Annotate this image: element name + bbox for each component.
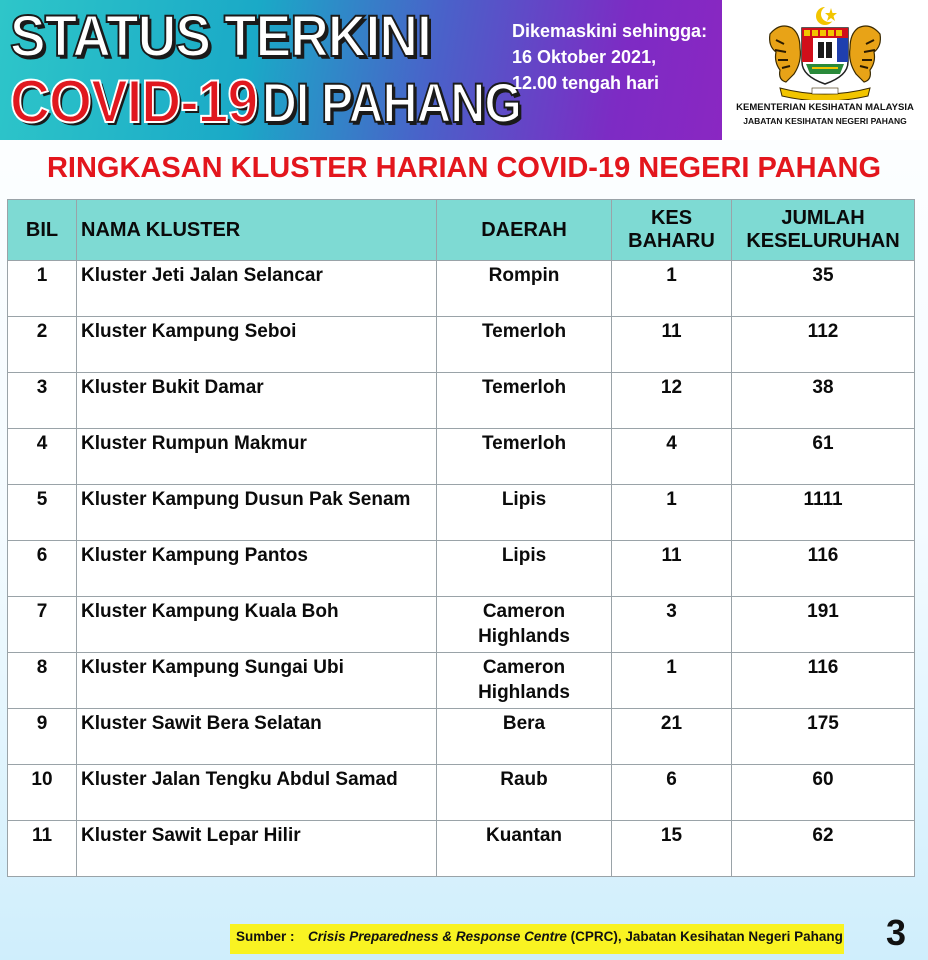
cell-jumlah-keseluruhan: 116 xyxy=(732,541,915,597)
cell-kes-baharu: 3 xyxy=(612,597,732,653)
cell-jumlah-keseluruhan: 61 xyxy=(732,429,915,485)
update-info xyxy=(512,18,717,96)
cell-daerah: Temerloh xyxy=(437,429,612,485)
cell-kes-baharu: 1 xyxy=(612,261,732,317)
department-name: JABATAN KESIHATAN NEGERI PAHANG xyxy=(743,116,907,126)
table-row xyxy=(8,317,915,373)
cell-kes-baharu: 4 xyxy=(612,429,732,485)
cell-daerah: Kuantan xyxy=(437,821,612,877)
column-header-jumlah-keseluruhan: JUMLAH KESELURUHAN xyxy=(732,200,915,261)
cell-daerah: Temerloh xyxy=(437,373,612,429)
cell-bil: 11 xyxy=(8,821,77,877)
table-row xyxy=(8,373,915,429)
ministry-logo-block xyxy=(722,0,928,140)
source-detail: (CPRC), Jabatan Kesihatan Negeri Pahang xyxy=(566,929,843,944)
cell-nama-kluster: Kluster Jalan Tengku Abdul Samad xyxy=(77,765,437,821)
column-header-kes-baharu: KES BAHARU xyxy=(612,200,732,261)
cell-daerah: Rompin xyxy=(437,261,612,317)
table-row xyxy=(8,821,915,877)
table-row xyxy=(8,429,915,485)
cell-nama-kluster: Kluster Jeti Jalan Selancar xyxy=(77,261,437,317)
cell-jumlah-keseluruhan: 62 xyxy=(732,821,915,877)
column-header-daerah: DAERAH xyxy=(437,200,612,261)
cell-nama-kluster: Kluster Kampung Sungai Ubi xyxy=(77,653,437,709)
cell-kes-baharu: 12 xyxy=(612,373,732,429)
cell-nama-kluster: Kluster Kampung Pantos xyxy=(77,541,437,597)
cell-daerah: Lipis xyxy=(437,485,612,541)
cell-nama-kluster: Kluster Kampung Seboi xyxy=(77,317,437,373)
cell-bil: 1 xyxy=(8,261,77,317)
update-line-2: 16 Oktober 2021, xyxy=(512,47,657,67)
cell-daerah: Temerloh xyxy=(437,317,612,373)
table-row xyxy=(8,653,915,709)
title-covid19: COVID-19 xyxy=(10,68,258,135)
cell-jumlah-keseluruhan: 38 xyxy=(732,373,915,429)
cell-nama-kluster: Kluster Rumpun Makmur xyxy=(77,429,437,485)
cell-kes-baharu: 21 xyxy=(612,709,732,765)
source-label: Sumber : xyxy=(236,929,295,944)
cell-kes-baharu: 15 xyxy=(612,821,732,877)
cell-kes-baharu: 1 xyxy=(612,485,732,541)
table-header-row xyxy=(8,200,915,261)
cell-kes-baharu: 6 xyxy=(612,765,732,821)
title-status-terkini: STATUS TERKINI xyxy=(10,4,431,69)
cell-bil: 4 xyxy=(8,429,77,485)
cell-nama-kluster: Kluster Kampung Kuala Boh xyxy=(77,597,437,653)
source-organisation: Crisis Preparedness & Response Centre xyxy=(308,929,567,944)
cell-nama-kluster: Kluster Kampung Dusun Pak Senam xyxy=(77,485,437,541)
cell-jumlah-keseluruhan: 175 xyxy=(732,709,915,765)
table-row xyxy=(8,765,915,821)
cell-jumlah-keseluruhan: 112 xyxy=(732,317,915,373)
ministry-name: KEMENTERIAN KESIHATAN MALAYSIA xyxy=(736,102,914,113)
cell-bil: 3 xyxy=(8,373,77,429)
cell-jumlah-keseluruhan: 191 xyxy=(732,597,915,653)
cell-kes-baharu: 1 xyxy=(612,653,732,709)
table-row xyxy=(8,485,915,541)
source-note xyxy=(230,924,844,954)
cell-jumlah-keseluruhan: 60 xyxy=(732,765,915,821)
cell-bil: 8 xyxy=(8,653,77,709)
cell-daerah: Lipis xyxy=(437,541,612,597)
table-row xyxy=(8,541,915,597)
cell-bil: 9 xyxy=(8,709,77,765)
malaysia-coat-of-arms-icon xyxy=(760,4,890,100)
title-di-pahang: DI PAHANG xyxy=(262,71,521,134)
cell-nama-kluster: Kluster Sawit Lepar Hilir xyxy=(77,821,437,877)
page-title: RINGKASAN KLUSTER HARIAN COVID-19 NEGERI PAHANG xyxy=(46,152,882,184)
cell-bil: 5 xyxy=(8,485,77,541)
table-row xyxy=(8,261,915,317)
cell-bil: 10 xyxy=(8,765,77,821)
cell-bil: 7 xyxy=(8,597,77,653)
cell-kes-baharu: 11 xyxy=(612,541,732,597)
update-line-1: Dikemaskini sehingga: xyxy=(512,21,708,41)
cell-jumlah-keseluruhan: 1111 xyxy=(732,485,915,541)
cell-daerah: Raub xyxy=(437,765,612,821)
cell-bil: 6 xyxy=(8,541,77,597)
cell-daerah: Cameron Highlands xyxy=(437,597,612,653)
cell-nama-kluster: Kluster Sawit Bera Selatan xyxy=(77,709,437,765)
cell-daerah: Cameron Highlands xyxy=(437,653,612,709)
cell-jumlah-keseluruhan: 116 xyxy=(732,653,915,709)
cell-bil: 2 xyxy=(8,317,77,373)
table-row xyxy=(8,597,915,653)
column-header-bil: BIL xyxy=(8,200,77,261)
update-line-3: 12.00 tengah hari xyxy=(512,73,660,93)
cluster-table xyxy=(7,199,915,877)
column-header-nama-kluster: NAMA KLUSTER xyxy=(77,200,437,261)
cell-daerah: Bera xyxy=(437,709,612,765)
header-banner xyxy=(0,0,722,140)
table-row xyxy=(8,709,915,765)
cell-jumlah-keseluruhan: 35 xyxy=(732,261,915,317)
page-number: 3 xyxy=(886,912,907,953)
cell-kes-baharu: 11 xyxy=(612,317,732,373)
cell-nama-kluster: Kluster Bukit Damar xyxy=(77,373,437,429)
